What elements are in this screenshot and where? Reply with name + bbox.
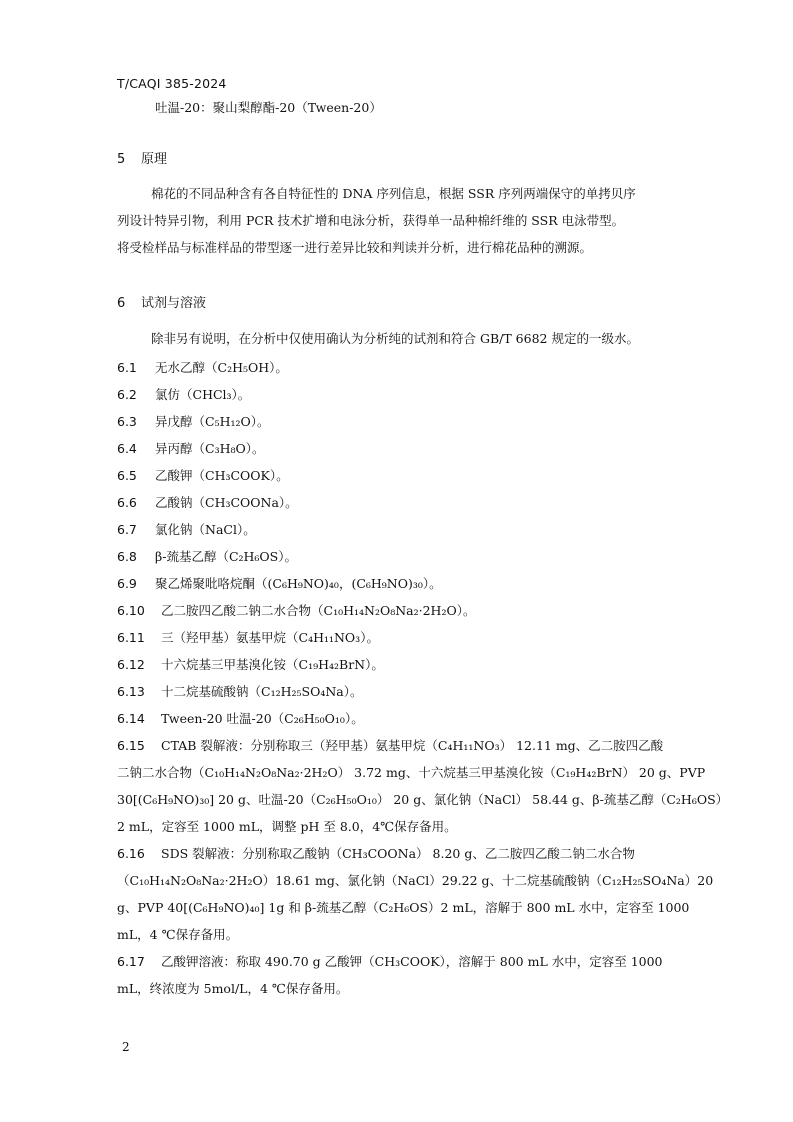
list-item	[117, 624, 677, 651]
item-number: 6.2	[117, 387, 137, 402]
page-number: 2	[122, 1040, 130, 1054]
list-item	[117, 570, 677, 597]
item-text: 乙酸钾（CH₃COOK）。	[155, 468, 289, 483]
item-number: 6.16	[117, 846, 145, 861]
item-text: Tween-20 吐温-20（C₂₆H₅₀O₁₀）。	[161, 711, 364, 726]
item-number: 6.11	[117, 630, 145, 645]
list-item	[117, 462, 677, 489]
item-text: （C₁₀H₁₄N₂O₈Na₂·2H₂O）18.61 mg、氯化钠（NaCl）29.22 g、十二烷基硫酸钠（C₁₂H₂₅SO₄Na）20	[117, 873, 714, 888]
item-text: β-巯基乙醇（C₂H₆OS）。	[155, 549, 297, 564]
item-text: 异戊醇（C₅H₁₂O）。	[155, 414, 270, 429]
item-text: SDS 裂解液：分别称取乙酸钠（CH₃COONa） 8.20 g、乙二胺四乙酸二钠二水合物	[161, 846, 635, 861]
item-number: 6.15	[117, 738, 145, 753]
item-number: 6.1	[117, 360, 137, 375]
definition-line: 吐温-20：聚山梨醇酯-20（Tween-20）	[155, 100, 382, 115]
item-number: 6.10	[117, 603, 145, 618]
list-item	[117, 516, 677, 543]
item-text: 三（羟甲基）氨基甲烷（C₄H₁₁NO₃）。	[161, 630, 379, 645]
item-number: 6.3	[117, 414, 137, 429]
paragraph-line: 棉花的不同品种含有各自特征性的 DNA 序列信息，根据 SSR 序列两端保守的单拷贝序	[151, 186, 636, 201]
section-title: 原理	[141, 152, 168, 167]
list-item-potassium-acetate	[117, 948, 677, 1002]
item-text: mL，终浓度为 5mol/L，4 ℃保存备用。	[117, 981, 349, 996]
item-text: 30[(C₆H₉NO)₃₀] 20 g、吐温-20（C₂₆H₅₀O₁₀） 20 g、氯化钠（NaCl） 58.44 g、β-巯基乙醇（C₂H₆OS）	[117, 792, 729, 807]
item-text: 二钠二水合物（C₁₀H₁₄N₂O₈Na₂·2H₂O） 3.72 mg、十六烷基三甲基溴化铵（C₁₉H₄₂BrN） 20 g、PVP	[117, 765, 706, 780]
item-text: 乙二胺四乙酸二钠二水合物（C₁₀H₁₄N₂O₈Na₂·2H₂O）。	[161, 603, 476, 618]
item-number: 6.14	[117, 711, 145, 726]
list-item	[117, 489, 677, 516]
item-text: 氯仿（CHCl₃）。	[155, 387, 251, 402]
item-number: 6.8	[117, 549, 137, 564]
list-item	[117, 543, 677, 570]
paragraph-line: 将受检样品与标准样品的带型逐一进行差异比较和判读并分析，进行棉花品种的溯源。	[117, 240, 593, 255]
section-6-intro	[117, 325, 677, 352]
item-text: 无水乙醇（C₂H₅OH）。	[155, 360, 288, 375]
document-code: T/CAQI 385-2024	[117, 76, 227, 91]
list-item	[117, 678, 677, 705]
list-item	[117, 597, 677, 624]
item-text: 十二烷基硫酸钠（C₁₂H₂₅SO₄Na）。	[161, 684, 363, 699]
item-text: 2 mL，定容至 1000 mL，调整 pH 至 8.0，4℃保存备用。	[117, 819, 457, 834]
item-number: 6.12	[117, 657, 145, 672]
list-item-sds-lysis	[117, 840, 714, 948]
reagent-list	[117, 354, 729, 1002]
paragraph-line: 除非另有说明，在分析中仅使用确认为分析纯的试剂和符合 GB/T 6682 规定的一级水。	[151, 331, 639, 346]
section-number: 6	[117, 296, 126, 311]
section-title: 试剂与溶液	[141, 296, 207, 311]
item-text: 十六烷基三甲基溴化铵（C₁₉H₄₂BrN）。	[161, 657, 384, 672]
item-number: 6.17	[117, 954, 145, 969]
item-text: 乙酸钾溶液：称取 490.70 g 乙酸钾（CH₃COOK），溶解于 800 mL 水中，定容至 1000	[161, 954, 663, 969]
item-number: 6.7	[117, 522, 137, 537]
list-item	[117, 381, 677, 408]
section-number: 5	[117, 152, 126, 167]
item-number: 6.6	[117, 495, 137, 510]
item-number: 6.4	[117, 441, 137, 456]
item-text: 氯化钠（NaCl）。	[155, 522, 256, 537]
item-number: 6.5	[117, 468, 137, 483]
list-item	[117, 354, 677, 381]
list-item	[117, 651, 677, 678]
section-5-heading	[117, 148, 167, 167]
section-6-heading	[117, 292, 206, 311]
paragraph-line: 列设计特异引物，利用 PCR 技术扩增和电泳分析，获得单一品种棉纤维的 SSR 电泳带型。	[117, 213, 625, 228]
list-item	[117, 705, 677, 732]
item-text: 乙酸钠（CH₃COONa）。	[155, 495, 298, 510]
item-text: 聚乙烯聚吡咯烷酮（(C₆H₉NO)₄₀，(C₆H₉NO)₃₀）。	[155, 576, 442, 591]
item-text: CTAB 裂解液：分别称取三（羟甲基）氨基甲烷（C₄H₁₁NO₃） 12.11 mg、乙二胺四乙酸	[161, 738, 664, 753]
item-number: 6.13	[117, 684, 145, 699]
item-text: 异丙醇（C₃H₈O）。	[155, 441, 265, 456]
list-item	[117, 408, 677, 435]
list-item-ctab-lysis	[117, 732, 729, 840]
section-5-paragraph	[117, 180, 677, 261]
item-text: mL，4 ℃保存备用。	[117, 927, 239, 942]
item-text: g、PVP 40[(C₆H₉NO)₄₀] 1g 和 β-巯基乙醇（C₂H₆OS）2 mL，溶解于 800 mL 水中，定容至 1000	[117, 900, 690, 915]
item-number: 6.9	[117, 576, 137, 591]
list-item	[117, 435, 677, 462]
